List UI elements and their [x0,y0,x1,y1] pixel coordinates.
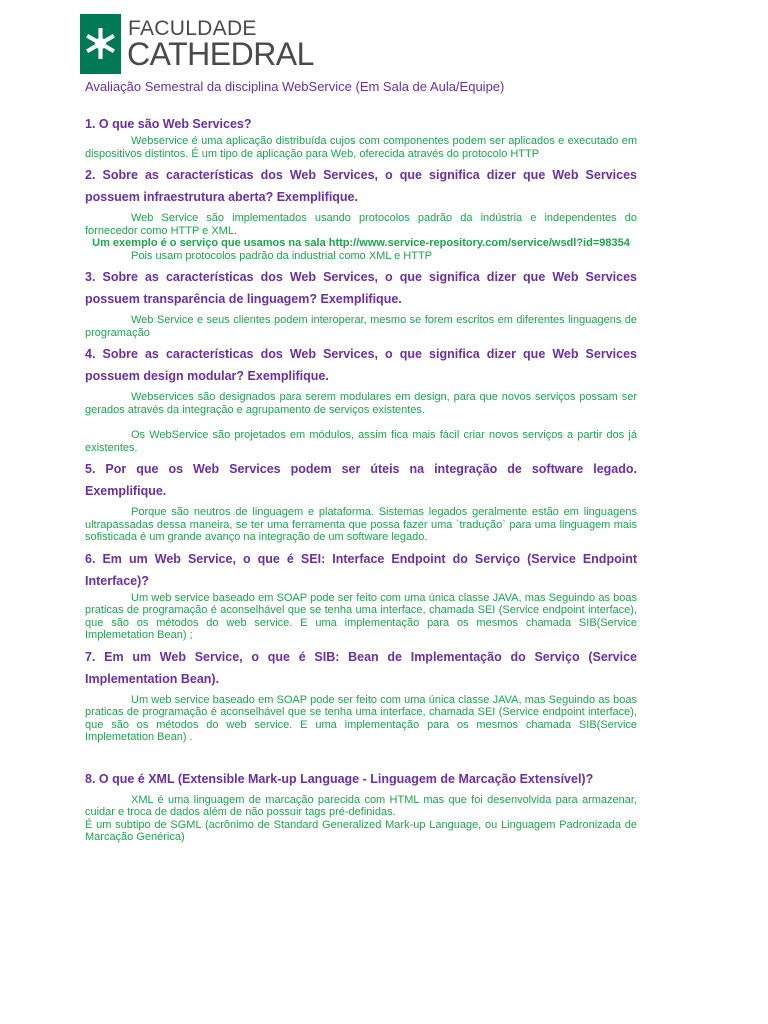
answer-4-continued: Os WebService são projetados em módulos, assim fica mais fácil criar novos serviços a partir dos já existentes. [85,429,637,454]
document-title: Avaliação Semestral da disciplina WebService (Em Sala de Aula/Equipe) [85,79,505,94]
answer-2: Web Service são implementados usando protocolos padrão da indústria e independentes do fornecedor como HTTP e XML. [85,212,637,237]
document-body [85,78,637,844]
answer-5: Porque são neutros de linguagem e plataforma. Sistemas legados geralmente estão em linguagens ultrapassadas dessa maneira, se ter uma ferramenta que possa fazer uma `tradução` para uma linguagem mais sofisticada é um grande avanço na integração de um software legado. [85,506,637,543]
question-8: 8. O que é XML (Extensible Mark-up Language - Linguagem de Marcação Extensível)? [85,771,594,786]
answer-1: Webservice é uma aplicação distribuída cujos com componentes podem ser aplicados e executado em dispositivos distintos. É um tipo de aplicação para Web, oferecida através do protocolo HTTP [85,135,637,160]
question-5: 5. Por que os Web Services podem ser úteis na integração de software legado. Exemplifique. [85,462,637,498]
question-6: 6. Em um Web Service, o que é SEI: Interface Endpoint do Serviço (Service Endpoint Interface)? [85,551,637,588]
logo-text-faculdade: FACULDADE [128,17,257,40]
answer-7: Um web service baseado em SOAP pode ser feito com uma única classe JAVA, mas Seguindo as boas praticas de programação é aconselhável que se tenha uma interface, chamada SEI (Service endpoint interface), que são os métodos do web service. E uma implementação para os mesmos chamada SIB(Service Implemetation Bean) . [85,693,637,743]
logo-text-cathedral: CATHEDRAL [127,36,314,72]
answer-3: Web Service e seus clientes podem interoperar, mesmo se forem escritos em diferentes linguagens de programação [85,314,637,339]
logo-emblem [80,14,121,74]
question-1: 1. O que são Web Services? [85,117,252,131]
answer-6: Um web service baseado em SOAP pode ser feito com uma única classe JAVA, mas Seguindo as boas praticas de programação é aconselhável que se tenha uma interface, chamada SEI (Service endpoint interface), que são os métodos do web service. E uma implementação para os mesmos chamada SIB(Service Implemetation Bean) ; [85,591,637,641]
question-4: 4. Sobre as características dos Web Services, o que significa dizer que Web Services possuem design modular? Exemplifique. [85,347,637,383]
question-3: 3. Sobre as características dos Web Services, o que significa dizer que Web Services possuem transparência de linguagem? Exemplifique. [85,270,637,306]
answer-8: XML é uma linguagem de marcação parecida com HTML mas que foi desenvolvida para armazenar, cuidar e troca de dados além de não possuir tags pré-definidas. [85,793,637,818]
star-icon [84,27,117,60]
question-7: 7. Em um Web Service, o que é SIB: Bean de Implementação do Serviço (Service Implementation Bean). [85,649,637,686]
faculdade-cathedral-logo [80,14,314,76]
answer-2-continued: Pois usam protocolos padrão da industrial como XML e HTTP [131,249,433,262]
answer-8-continued: É um subtipo de SGML (acrônimo de Standard Generalized Mark-up Language, ou Linguagem Padronizada de Marcação Genérica) [85,818,637,843]
answer-4: Webservices são designados para serem modulares em design, para que novos serviços possam ser gerados através da integração e agrupamento de serviços existentes. [85,391,637,416]
answer-2-example: Um exemplo é o serviço que usamos na sala http://www.service-repository.com/service/wsdl?id=98354 [92,237,630,249]
question-2: 2. Sobre as características dos Web Services, o que significa dizer que Web Services possuem infraestrutura aberta? Exemplifique. [85,168,637,204]
